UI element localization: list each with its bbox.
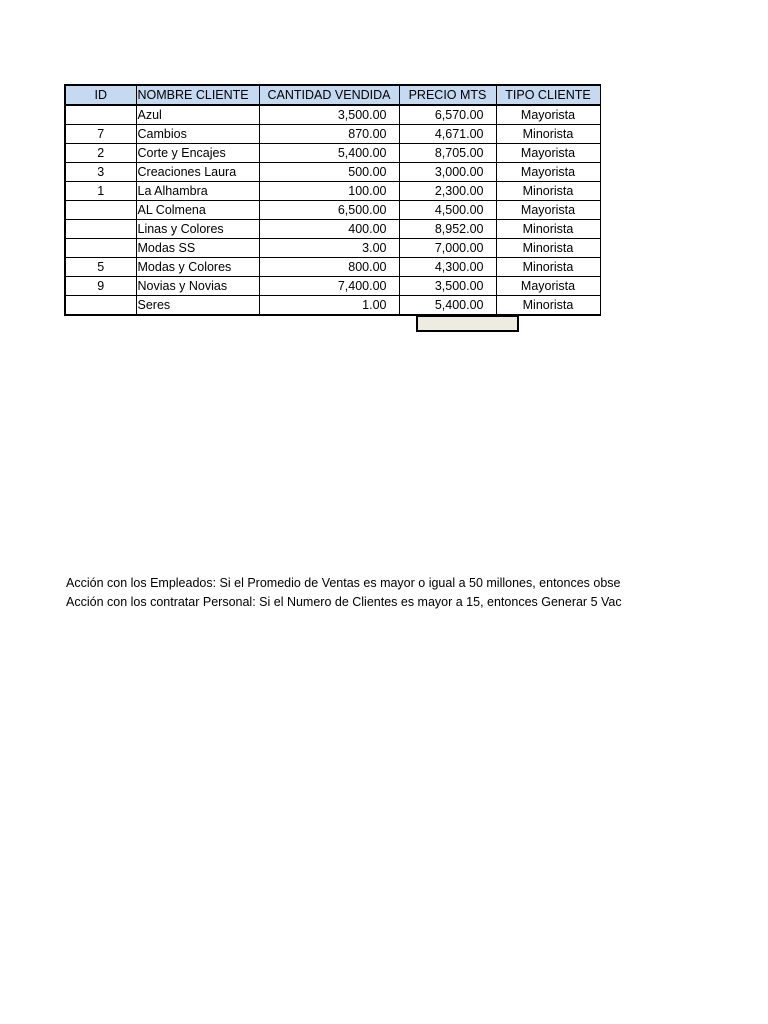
- table-row: [65, 277, 600, 296]
- cell-id[interactable]: [65, 239, 136, 258]
- table-row: [65, 105, 600, 125]
- header-client-name[interactable]: NOMBRE CLIENTE: [136, 85, 259, 105]
- cell-price-mts[interactable]: 6,570.00: [399, 105, 496, 125]
- cell-quantity-sold[interactable]: 3.00: [259, 239, 399, 258]
- cell-id[interactable]: 7: [65, 125, 136, 144]
- cell-price-mts[interactable]: 3,500.00: [399, 277, 496, 296]
- table-row: [65, 258, 600, 277]
- cell-price-mts[interactable]: 2,300.00: [399, 182, 496, 201]
- cell-client-name[interactable]: Linas y Colores: [136, 220, 259, 239]
- cell-quantity-sold[interactable]: 5,400.00: [259, 144, 399, 163]
- client-sales-table: [64, 84, 601, 316]
- cell-id[interactable]: 2: [65, 144, 136, 163]
- header-client-type[interactable]: TIPO CLIENTE: [496, 85, 600, 105]
- table-row: [65, 125, 600, 144]
- cell-client-name[interactable]: Creaciones Laura: [136, 163, 259, 182]
- table-row: [65, 239, 600, 258]
- cell-client-name[interactable]: Modas SS: [136, 239, 259, 258]
- cell-price-mts[interactable]: 5,400.00: [399, 296, 496, 316]
- notes-block: [66, 574, 632, 612]
- header-row: [65, 85, 600, 105]
- cell-client-name[interactable]: AL Colmena: [136, 201, 259, 220]
- note-hiring[interactable]: Acción con los contratar Personal: Si el Numero de Clientes es mayor a 15, entonces Generar 5 Vac: [66, 595, 622, 609]
- cell-price-mts[interactable]: 4,671.00: [399, 125, 496, 144]
- cell-id[interactable]: 3: [65, 163, 136, 182]
- cell-quantity-sold[interactable]: 1.00: [259, 296, 399, 316]
- cell-quantity-sold[interactable]: 870.00: [259, 125, 399, 144]
- header-quantity-sold[interactable]: CANTIDAD VENDIDA: [259, 85, 399, 105]
- cell-id[interactable]: 5: [65, 258, 136, 277]
- cell-quantity-sold[interactable]: 6,500.00: [259, 201, 399, 220]
- cell-client-type[interactable]: Mayorista: [496, 201, 600, 220]
- cell-id[interactable]: 1: [65, 182, 136, 201]
- cell-id[interactable]: [65, 201, 136, 220]
- cell-client-type[interactable]: Mayorista: [496, 144, 600, 163]
- cell-price-mts[interactable]: 8,952.00: [399, 220, 496, 239]
- cell-client-name[interactable]: La Alhambra: [136, 182, 259, 201]
- cell-client-name[interactable]: Seres: [136, 296, 259, 316]
- cell-client-name[interactable]: Cambios: [136, 125, 259, 144]
- table-row: [65, 220, 600, 239]
- cell-client-name[interactable]: Novias y Novias: [136, 277, 259, 296]
- cell-client-name[interactable]: Corte y Encajes: [136, 144, 259, 163]
- cell-client-type[interactable]: Mayorista: [496, 277, 600, 296]
- cell-id[interactable]: [65, 105, 136, 125]
- cell-price-mts[interactable]: 4,500.00: [399, 201, 496, 220]
- cell-quantity-sold[interactable]: 100.00: [259, 182, 399, 201]
- cell-client-name[interactable]: Azul: [136, 105, 259, 125]
- header-price-mts[interactable]: PRECIO MTS: [399, 85, 496, 105]
- table-row: [65, 182, 600, 201]
- cell-id[interactable]: [65, 296, 136, 316]
- selected-cell[interactable]: [416, 315, 519, 332]
- cell-client-type[interactable]: Minorista: [496, 258, 600, 277]
- cell-client-type[interactable]: Minorista: [496, 239, 600, 258]
- cell-price-mts[interactable]: 4,300.00: [399, 258, 496, 277]
- note-employees[interactable]: Acción con los Empleados: Si el Promedio de Ventas es mayor o igual a 50 millones, entonces obse: [66, 576, 621, 590]
- table-row: [65, 163, 600, 182]
- cell-id[interactable]: 9: [65, 277, 136, 296]
- cell-quantity-sold[interactable]: 500.00: [259, 163, 399, 182]
- cell-client-type[interactable]: Minorista: [496, 296, 600, 316]
- cell-quantity-sold[interactable]: 800.00: [259, 258, 399, 277]
- cell-quantity-sold[interactable]: 7,400.00: [259, 277, 399, 296]
- cell-quantity-sold[interactable]: 400.00: [259, 220, 399, 239]
- cell-client-type[interactable]: Minorista: [496, 182, 600, 201]
- cell-price-mts[interactable]: 7,000.00: [399, 239, 496, 258]
- table-row: [65, 144, 600, 163]
- cell-client-type[interactable]: Minorista: [496, 220, 600, 239]
- table-row: [65, 296, 600, 316]
- cell-client-type[interactable]: Minorista: [496, 125, 600, 144]
- cell-client-type[interactable]: Mayorista: [496, 105, 600, 125]
- cell-client-type[interactable]: Mayorista: [496, 163, 600, 182]
- cell-price-mts[interactable]: 3,000.00: [399, 163, 496, 182]
- cell-id[interactable]: [65, 220, 136, 239]
- cell-quantity-sold[interactable]: 3,500.00: [259, 105, 399, 125]
- cell-price-mts[interactable]: 8,705.00: [399, 144, 496, 163]
- header-id[interactable]: ID: [65, 85, 136, 105]
- table-row: [65, 201, 600, 220]
- cell-client-name[interactable]: Modas y Colores: [136, 258, 259, 277]
